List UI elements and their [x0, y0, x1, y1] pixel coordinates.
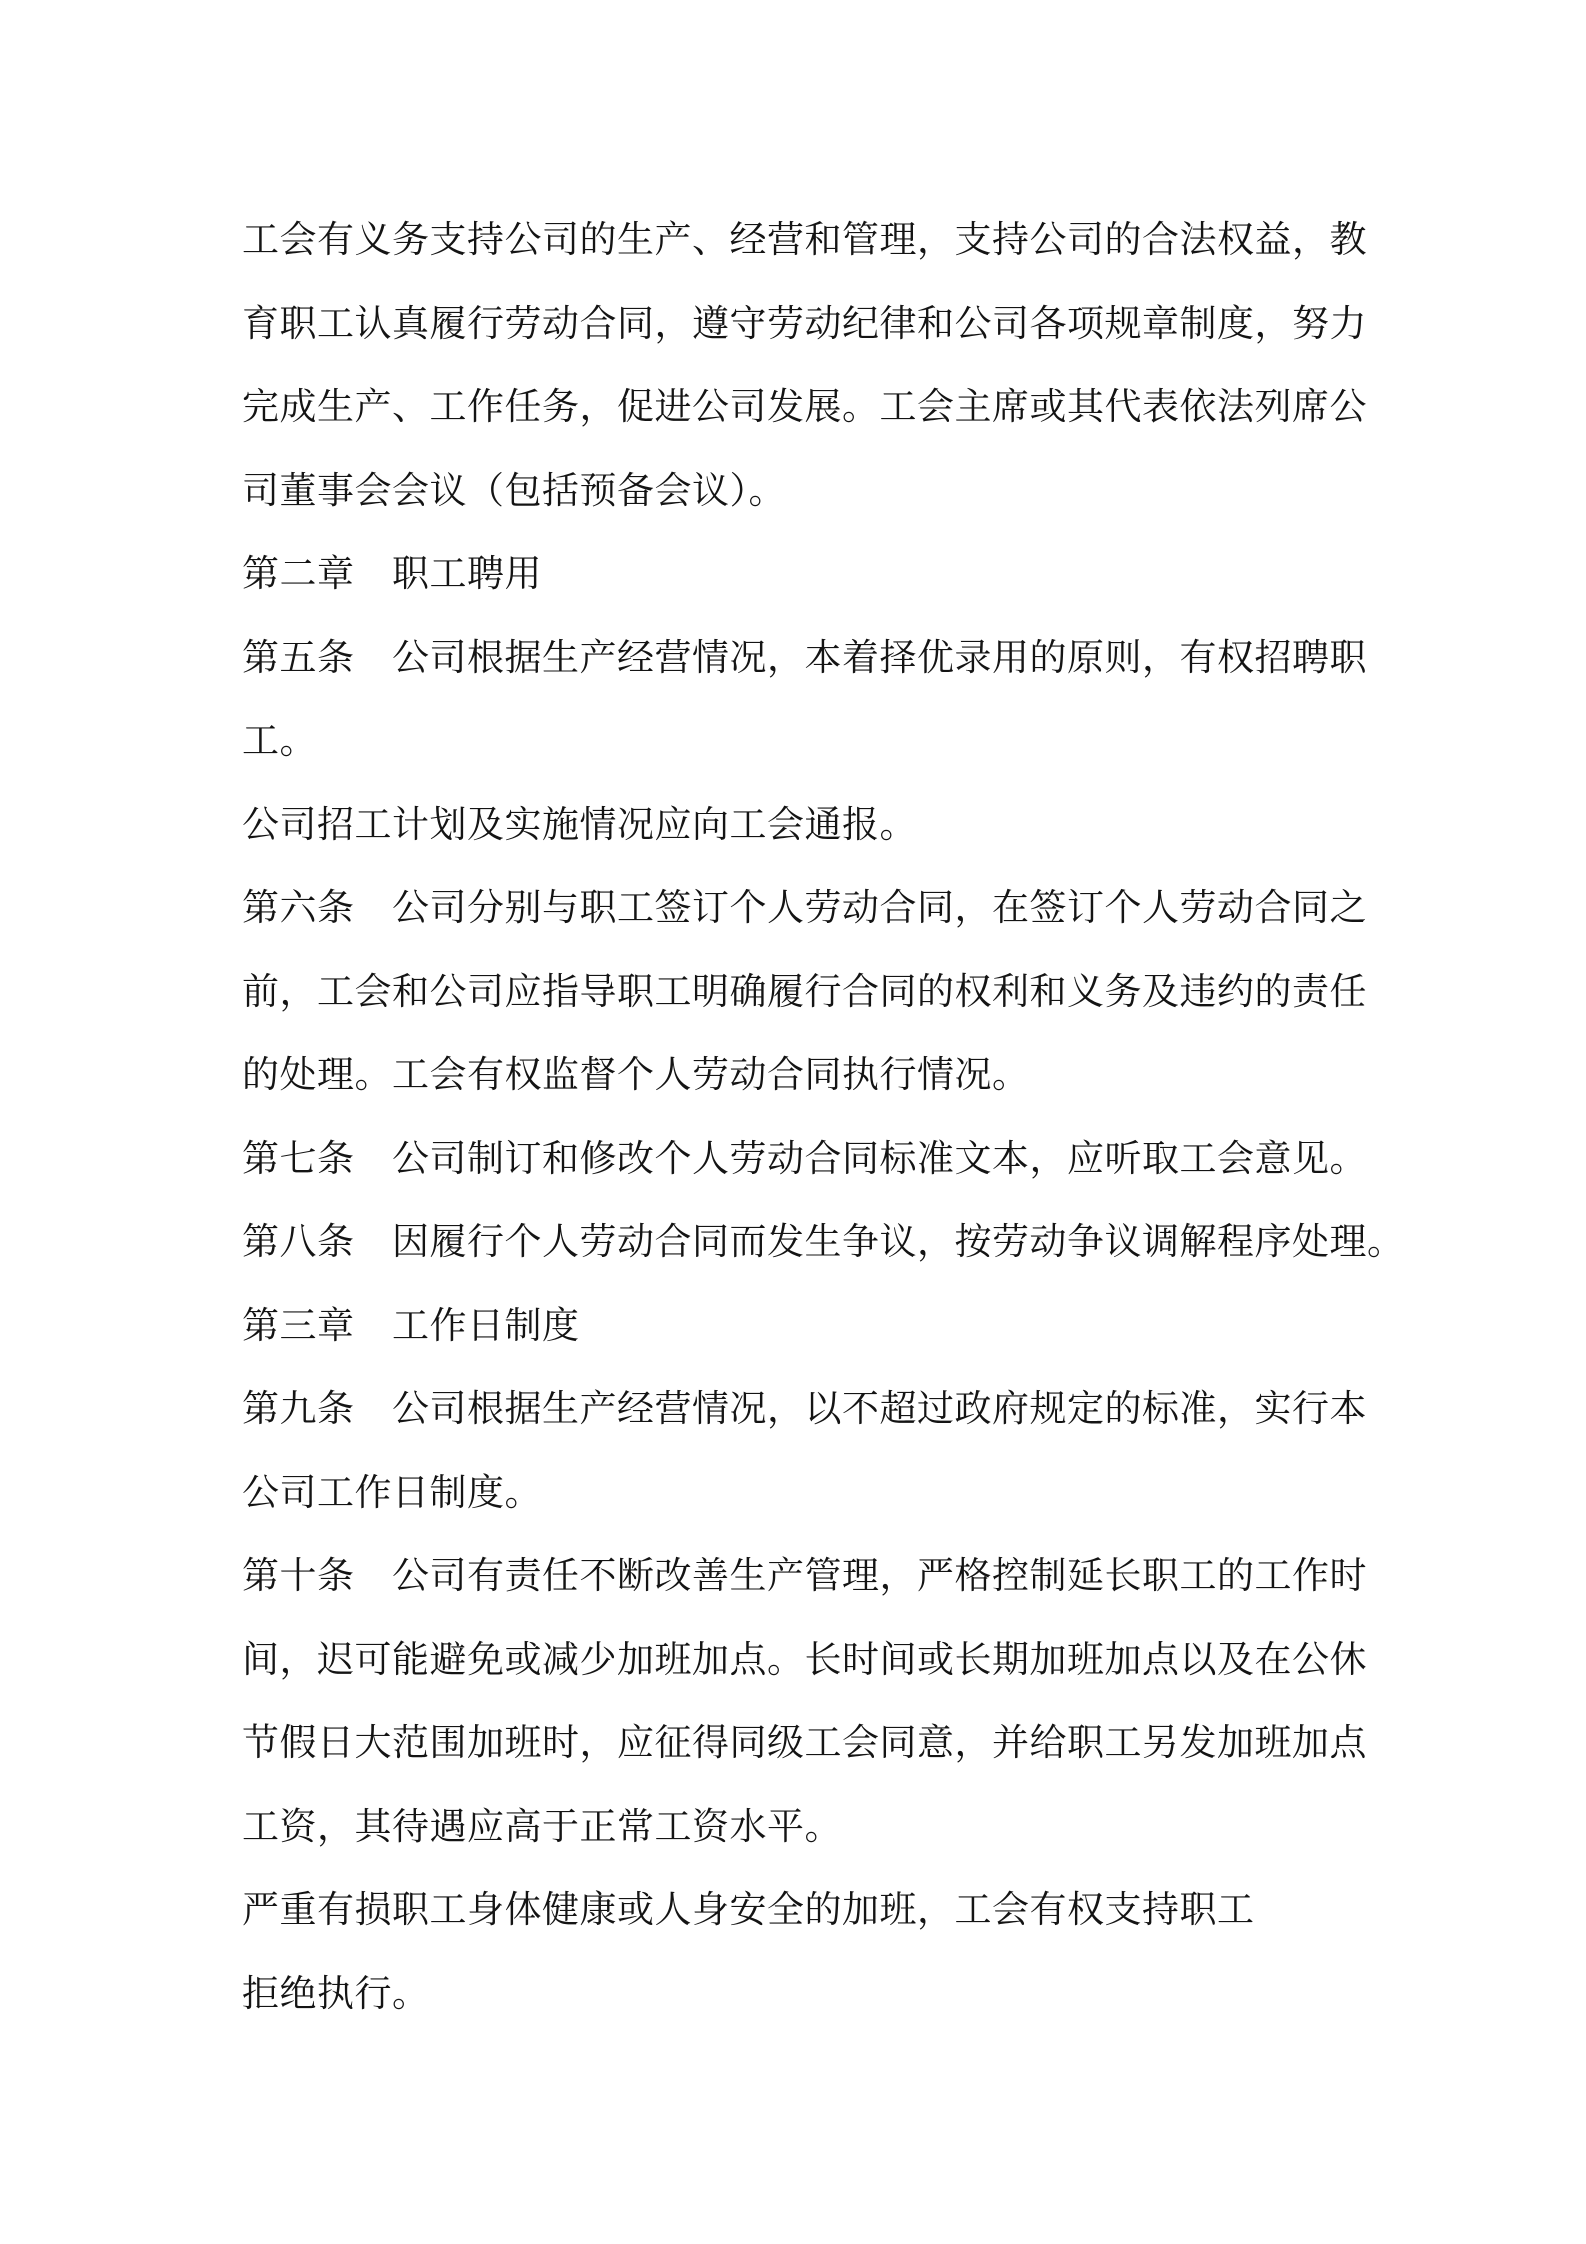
- chapter-heading: 第二章 职工聘用: [242, 552, 542, 595]
- text-line: 的处理。工会有权监督个人劳动合同执行情况。: [242, 1053, 1030, 1096]
- text-line: 前，工会和公司应指导职工明确履行合同的权利和义务及违约的责任: [242, 969, 1367, 1013]
- article-line: 第五条 公司根据生产经营情况，本着择优录用的原则，有权招聘职: [242, 635, 1367, 679]
- text-line: 严重有损职工身体健康或人身安全的加班，工会有权支持职工: [242, 1888, 1255, 1931]
- text-line: 节假日大范围加班时，应征得同级工会同意，并给职工另发加班加点: [242, 1721, 1367, 1764]
- text-line: 间，迟可能避免或减少加班加点。长时间或长期加班加点以及在公休: [242, 1637, 1367, 1681]
- article-line: 第六条 公司分别与职工签订个人劳动合同，在签订个人劳动合同之: [242, 886, 1367, 929]
- text-line: 公司招工计划及实施情况应向工会通报。: [242, 802, 917, 846]
- text-line: 完成生产、工作任务，促进公司发展。工会主席或其代表依法列席公: [242, 385, 1367, 428]
- text-line: 工。: [242, 719, 317, 762]
- text-line: 育职工认真履行劳动合同，遵守劳动纪律和公司各项规章制度，努力: [242, 301, 1367, 345]
- text-line: 工资，其待遇应高于正常工资水平。: [242, 1804, 842, 1848]
- text-line: 公司工作日制度。: [242, 1470, 542, 1514]
- chapter-heading: 第三章 工作日制度: [242, 1303, 580, 1347]
- article-line: 第九条 公司根据生产经营情况，以不超过政府规定的标准，实行本: [242, 1387, 1367, 1430]
- article-line: 第七条 公司制订和修改个人劳动合同标准文本，应听取工会意见。: [242, 1136, 1367, 1180]
- article-line: 第十条 公司有责任不断改善生产管理，严格控制延长职工的工作时: [242, 1554, 1367, 1597]
- article-line: 第八条 因履行个人劳动合同而发生争议，按劳动争议调解程序处理。: [242, 1220, 1405, 1263]
- text-line: 拒绝执行。: [242, 1971, 430, 2015]
- document-body: [242, 198, 1405, 2035]
- text-line: 司董事会会议（包括预备会议）。: [242, 468, 786, 512]
- text-line: 工会有义务支持公司的生产、经营和管理，支持公司的合法权益，教: [242, 218, 1367, 261]
